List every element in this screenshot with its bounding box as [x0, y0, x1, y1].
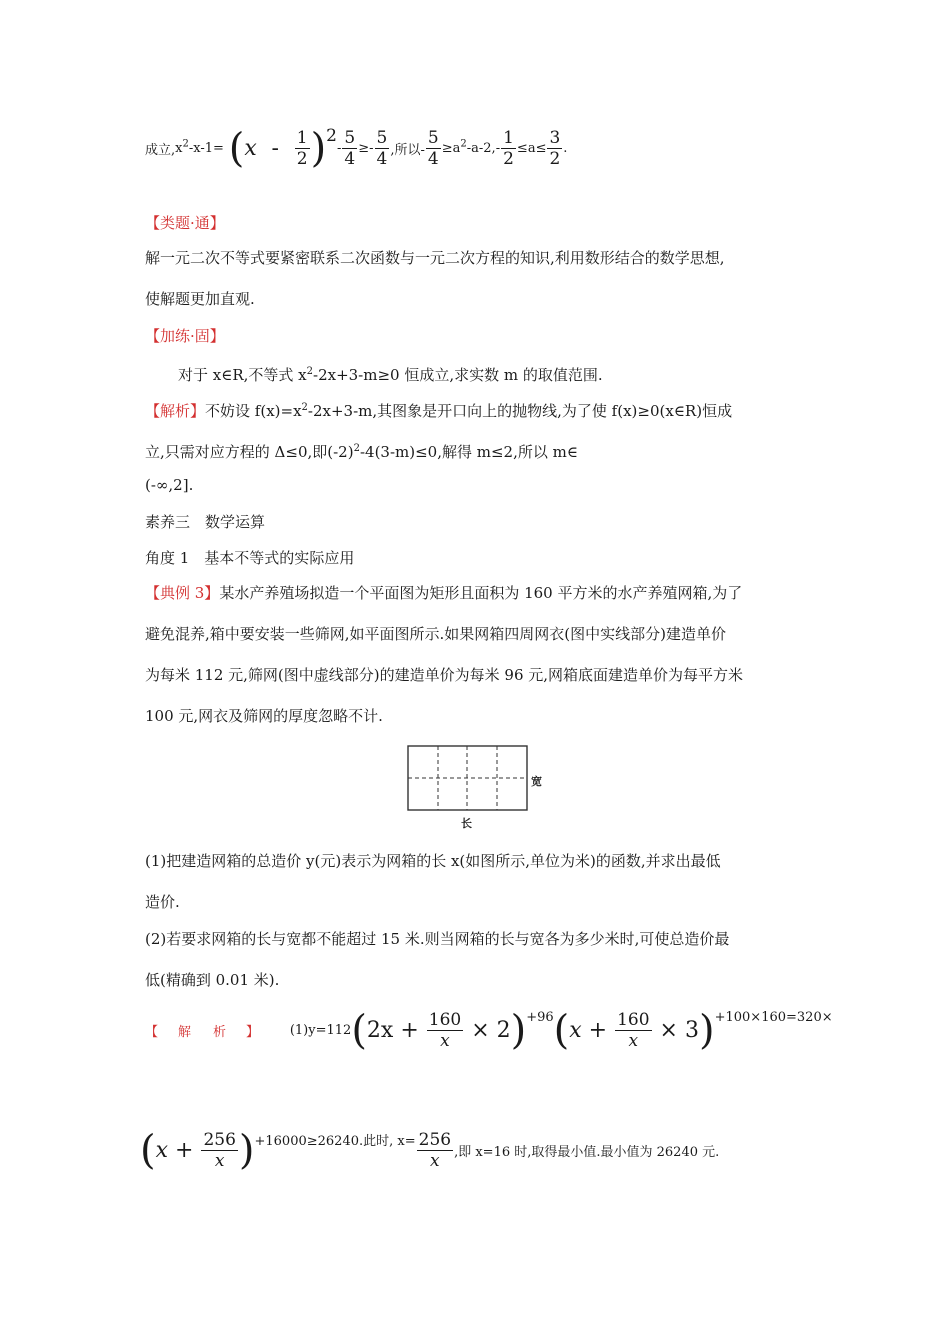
denominator: 4 [427, 149, 439, 169]
example-line: 避免混养,箱中要安装一些筛网,如平面图所示.如果网箱四周网衣(图中实线部分)建造单价 [145, 625, 727, 643]
fraction [426, 128, 441, 169]
fraction [615, 1010, 651, 1051]
denominator: 4 [344, 149, 356, 169]
math-expr: x + [155, 1138, 201, 1163]
exponent: 2 [326, 126, 337, 146]
question-1-cont: 造价. [145, 893, 180, 911]
text: +16000≥26240.此时, x= [254, 1134, 416, 1149]
denominator: x [427, 1030, 463, 1051]
denominator: x [417, 1150, 453, 1171]
math-op: - [337, 141, 342, 156]
numerator: 1 [503, 128, 514, 148]
solution-line [145, 397, 732, 422]
text: . [563, 141, 568, 156]
example-tag: 【典例 3】 [145, 584, 220, 602]
paren-close: ) [510, 1007, 527, 1054]
text: x [175, 141, 183, 156]
paren-open: ( [351, 1007, 367, 1054]
numerator: 256 [418, 1130, 452, 1150]
numerator: 1 [296, 128, 308, 148]
net-cage-diagram [400, 740, 560, 832]
math-expr: x + [569, 1018, 615, 1043]
math-expr: × 3 [652, 1018, 699, 1043]
fraction [295, 128, 310, 169]
math-op: - [271, 136, 279, 161]
solution2-equation-2 [140, 1127, 720, 1174]
fraction [547, 128, 562, 169]
denominator: x [201, 1150, 237, 1171]
example-line [145, 582, 742, 604]
paragraph: 使解题更加直观. [145, 290, 255, 308]
text: (1)y=112 [289, 1023, 352, 1038]
section-heading: 素养三 数学运算 [145, 513, 266, 531]
section-tag-jialian: 【加练·固】 [145, 327, 225, 345]
numerator: 160 [428, 1010, 462, 1030]
solution2-equation-1 [145, 1007, 833, 1054]
example-line: 为每米 112 元,筛网(图中虚线部分)的建造单价为每米 96 元,网箱底面建造单价为每平方米 [145, 666, 744, 684]
question-2: (2)若要求网箱的长与宽都不能超过 15 米.则当网箱的长与宽各为多少米时,可使总造价最 [145, 930, 730, 948]
section-tag-leitong: 【类题·通】 [145, 214, 225, 232]
solution-line: (-∞,2]. [145, 476, 194, 494]
paren-close: ) [238, 1127, 255, 1174]
numerator: 160 [617, 1010, 650, 1030]
text: 不妨设 f(x)=x [205, 402, 302, 420]
math-op: ≥- [358, 141, 374, 156]
question-2-cont: 低(精确到 0.01 米). [145, 971, 280, 989]
denominator: 2 [549, 149, 561, 169]
denominator: x [615, 1030, 651, 1051]
length-label: 长 [461, 817, 472, 830]
text: +96 [526, 1010, 554, 1025]
subsection-heading: 角度 1 基本不等式的实际应用 [145, 549, 355, 567]
text: 成立, [145, 143, 176, 158]
solution-tag: 【解析】 [145, 402, 206, 420]
numerator: 5 [376, 128, 388, 148]
paren-open: ( [553, 1007, 570, 1054]
paren-open: ( [228, 125, 245, 172]
text: 2 [306, 366, 313, 377]
solution-tag: 【 [145, 1025, 159, 1040]
text: -x-1= [188, 141, 224, 156]
math-var: x [244, 136, 257, 161]
solution-line [145, 438, 578, 463]
math-expr: × 2 [464, 1018, 511, 1043]
solution-tag: 解 [178, 1025, 192, 1040]
paren-close: ) [310, 125, 327, 172]
denominator: 2 [296, 149, 308, 169]
text: -a-2,- [466, 141, 501, 156]
text: 对于 x∈R,不等式 x [178, 366, 307, 384]
fraction [201, 1130, 237, 1171]
question-1: (1)把建造网箱的总造价 y(元)表示为网箱的长 x(如图所示,单位为米)的函数,并求出最低 [145, 852, 721, 870]
text: -2x+3-m≥0 恒成立,求实数 m 的取值范围. [313, 366, 603, 384]
fraction [342, 128, 357, 169]
numerator: 5 [344, 128, 356, 148]
fraction [501, 128, 516, 169]
paren-open: ( [140, 1127, 156, 1174]
numerator: 256 [203, 1130, 236, 1150]
text: ,即 x=16 时,取得最小值.最小值为 26240 元. [454, 1145, 720, 1160]
problem-statement [178, 361, 603, 386]
text: 某水产养殖场拟造一个平面图为矩形且面积为 160 平方米的水产养殖网箱,为了 [219, 584, 743, 602]
text: ,所以- [390, 143, 425, 158]
text: -2x+3-m,其图象是开口向上的抛物线,为了使 f(x)≥0(x∈R)恒成 [307, 402, 733, 420]
text: 立,只需对应方程的 Δ≤0,即(-2) [145, 443, 354, 461]
fraction [375, 128, 390, 169]
numerator: 5 [427, 128, 439, 148]
width-label: 宽 [531, 775, 542, 788]
text: 2 [301, 402, 308, 413]
top-equation [145, 125, 568, 172]
denominator: 4 [376, 149, 388, 169]
solution-tag: 析 [213, 1025, 227, 1040]
paragraph: 解一元二次不等式要紧密联系二次函数与一元二次方程的知识,利用数形结合的数学思想, [145, 249, 725, 267]
denominator: 2 [503, 149, 514, 169]
text: -4(3-m)≤0,解得 m≤2,所以 m∈ [359, 443, 578, 461]
text: +100×160=320× [714, 1010, 833, 1025]
text: ≤a≤ [516, 141, 547, 156]
text: 2 [182, 138, 189, 150]
fraction [427, 1010, 463, 1051]
example-line: 100 元,网衣及筛网的厚度忽略不计. [145, 707, 383, 725]
fraction [417, 1130, 453, 1171]
text: ≥a [441, 141, 461, 156]
math-expr: 2x + [366, 1018, 426, 1043]
numerator: 3 [549, 128, 561, 148]
text: 2 [460, 138, 467, 150]
paren-close: ) [698, 1007, 715, 1054]
text: 2 [353, 443, 360, 454]
solution-tag: 】 [246, 1025, 260, 1040]
